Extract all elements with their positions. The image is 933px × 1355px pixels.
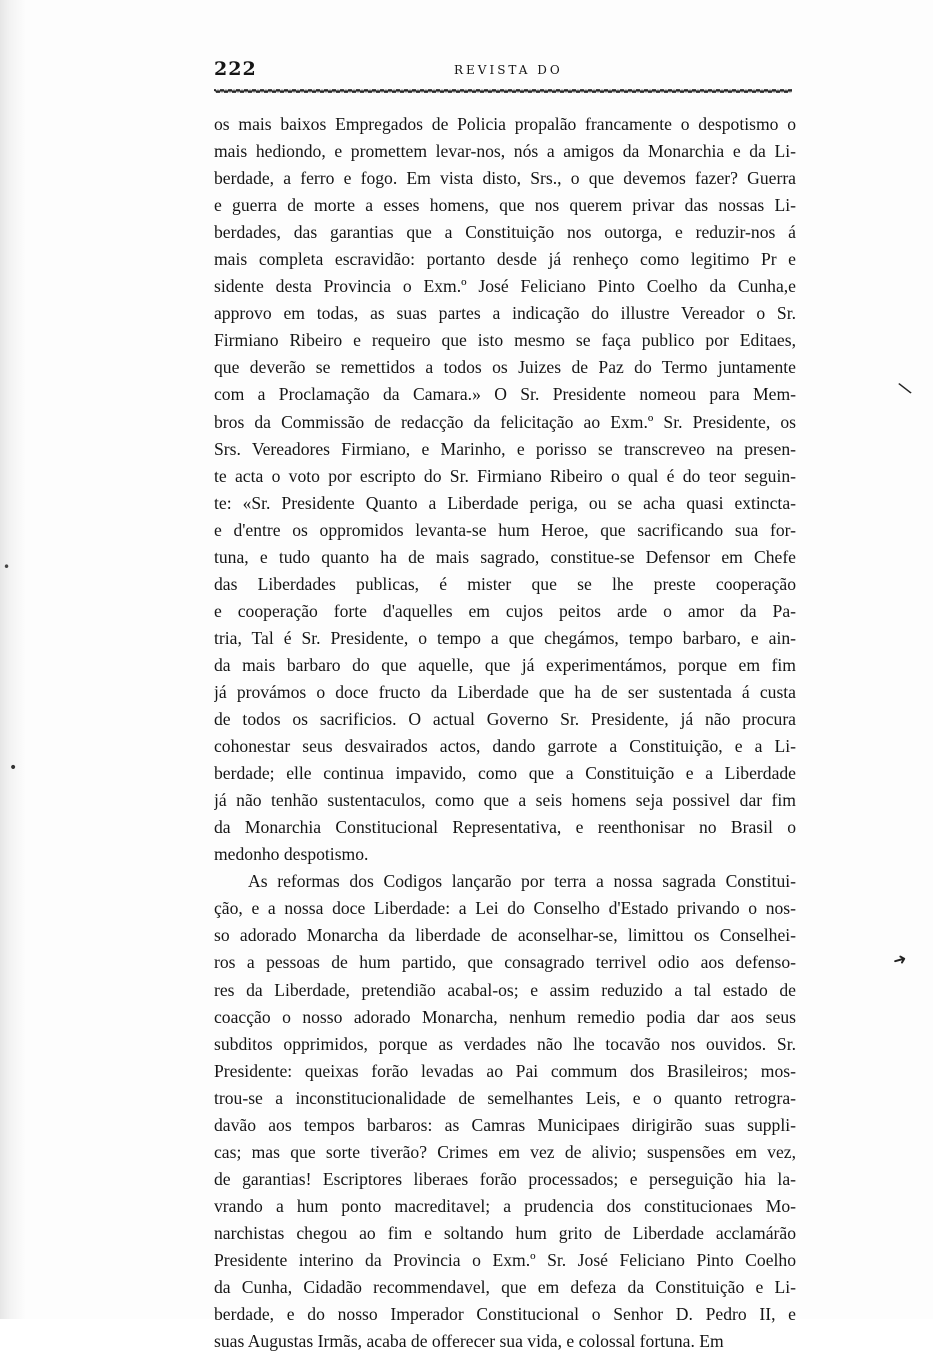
- text-line: mais completa escravidão: portanto desde já renheço como legitimo Pr e: [214, 249, 796, 270]
- text-line: so adorado Monarcha da liberdade de aconselhar-se, limittou os Conselhei-: [214, 925, 796, 946]
- text-line: Firmiano Ribeiro e requeiro que isto mesmo se faça publico por Editaes,: [214, 330, 796, 351]
- text-line: tria, Tal é Sr. Presidente, o tempo a que chegámos, tempo barbaro, e ain-: [214, 627, 796, 648]
- text-line: narchistas chegou ao fim e soltando hum grito de Liberdade acclamárão: [214, 1222, 796, 1243]
- text-line: res da Liberdade, pretendião acabal-os; e assim reduzido a tal estado de: [214, 979, 796, 1000]
- text-line: trou-se a inconstitucionalidade de semelhantes Leis, e o quanto retrogra-: [214, 1087, 796, 1108]
- text-line: ção, e a nossa doce Liberdade: a Lei do Conselho d'Estado privando o nos-: [214, 898, 796, 919]
- text-line: te acta o voto por escripto do Sr. Firmiano Ribeiro o qual é do teor seguin-: [214, 465, 796, 486]
- text-line: e d'entre os oppromidos levanta-se hum Heroe, que sacrificando sua for-: [214, 519, 796, 540]
- header-wavy-rule: [214, 88, 792, 94]
- page-edge-shadow: [0, 0, 26, 1319]
- text-line: da mais barbaro do que aquelle, que já experimentámos, porque em fim: [214, 654, 796, 675]
- margin-tick-mark: \: [896, 378, 914, 399]
- page-header: [214, 58, 792, 84]
- text-line: coacção o nosso adorado Monarcha, nenhum remedio podia dar aos seus: [214, 1006, 796, 1027]
- margin-ink-mark: ➜: [890, 948, 909, 971]
- text-line: berdade, e do nosso Imperador Constitucional o Senhor D. Pedro II, e: [214, 1304, 796, 1325]
- text-line: das Liberdades publicas, é mister que se lhe preste cooperação: [214, 573, 796, 594]
- text-line: Srs. Vereadores Firmiano, e Marinho, e porisso se transcreveo na presen-: [214, 438, 796, 459]
- text-line: suas Augustas Irmãs, acaba de offerecer sua vida, e colossal fortuna. Em: [214, 1331, 724, 1352]
- text-line: As reformas dos Codigos lançarão por terra a nossa sagrada Constitui-: [248, 871, 796, 892]
- text-line: de garantias! Escriptores liberaes forão processados; e perseguição hia la-: [214, 1168, 796, 1189]
- text-line: Presidente: queixas forão levadas ao Pai commum dos Brasileiros; mos-: [214, 1060, 796, 1081]
- text-line: tuna, e tudo quanto ha de mais sagrado, constitue-se Defensor em Chefe: [214, 546, 796, 567]
- text-line: cas; mas que sorte tiverão? Crimes em vez de alivio; suspensões em vez,: [214, 1141, 796, 1162]
- text-line: já provámos o doce fructo da Liberdade que ha de ser sustentada á custa: [214, 681, 796, 702]
- text-line: te: «Sr. Presidente Quanto a Liberdade periga, ou se acha quasi extincta-: [214, 492, 796, 513]
- text-line: ros a pessoas de hum partido, que consagrado terrivel odio aos defenso-: [214, 952, 796, 973]
- text-line: vrando a hum ponto macreditavel; a prudencia dos constitucionaes Mo-: [214, 1195, 796, 1216]
- text-line: bros da Commissão de redacção da felicitação ao Exm.º Sr. Presidente, os: [214, 411, 796, 432]
- text-line: de todos os sacrificios. O actual Governo Sr. Presidente, já não procura: [214, 709, 796, 730]
- text-line: da Cunha, Cidadão recommendavel, que em defeza da Constituição e Li-: [214, 1277, 796, 1298]
- text-line: e guerra de morte a esses homens, que nos querem privar das nossas Li-: [214, 195, 796, 216]
- text-line: os mais baixos Empregados de Policia propalão francamente o despotismo o: [214, 114, 796, 134]
- text-line: berdade, a ferro e fogo. Em vista disto, Srs., o que devemos fazer? Guerra: [214, 168, 796, 189]
- text-line: approvo em todas, as suas partes a indicação do illustre Vereador o Sr.: [214, 303, 796, 324]
- page-number: 222: [214, 58, 257, 80]
- text-line: subditos opprimidos, porque as verdades não lhe tocavão nos ouvidos. Sr.: [214, 1033, 796, 1054]
- text-line: da Monarchia Constitucional Representativa, e reenthonisar no Brasil o: [214, 817, 796, 838]
- text-line: cohonestar seus desvairados actos, dando garrote a Constituição, e a Li-: [214, 736, 796, 757]
- edge-bleed-mark: •: [9, 760, 18, 776]
- running-title: REVISTA DO: [454, 63, 563, 77]
- text-line: berdade; elle continua impavido, como que a Constituição e a Liberdade: [214, 763, 796, 784]
- text-lines: [214, 111, 796, 1355]
- text-line: e cooperação forte d'aquelles em cujos peitos arde o amor da Pa-: [214, 600, 796, 621]
- text-line: davão aos tempos barbaros: as Camras Municipaes dirigirão suas suppli-: [214, 1114, 796, 1135]
- body-text: [214, 111, 796, 1355]
- text-line: que deverão se remettidos a todos os Juizes de Paz do Termo juntamente: [214, 357, 796, 378]
- edge-bleed-mark: •: [3, 560, 11, 574]
- text-line: sidente desta Provincia o Exm.º José Feliciano Pinto Coelho da Cunha,e: [214, 276, 796, 297]
- text-line: Presidente interino da Provincia o Exm.º Sr. José Feliciano Pinto Coelho: [214, 1249, 796, 1270]
- text-line: mais hediondo, e promettem levar-nos, nós a amigos da Monarchia e da Li-: [214, 141, 796, 162]
- text-line: já não tenhão sustentaculos, como que a seis homens seja possivel dar fim: [214, 790, 796, 811]
- text-line: com a Proclamação da Camara.» O Sr. Presidente nomeou para Mem-: [214, 384, 796, 405]
- text-line: berdades, das garantias que a Constituição nos outorga, e reduzir-nos á: [214, 222, 796, 243]
- text-line: medonho despotismo.: [214, 844, 369, 865]
